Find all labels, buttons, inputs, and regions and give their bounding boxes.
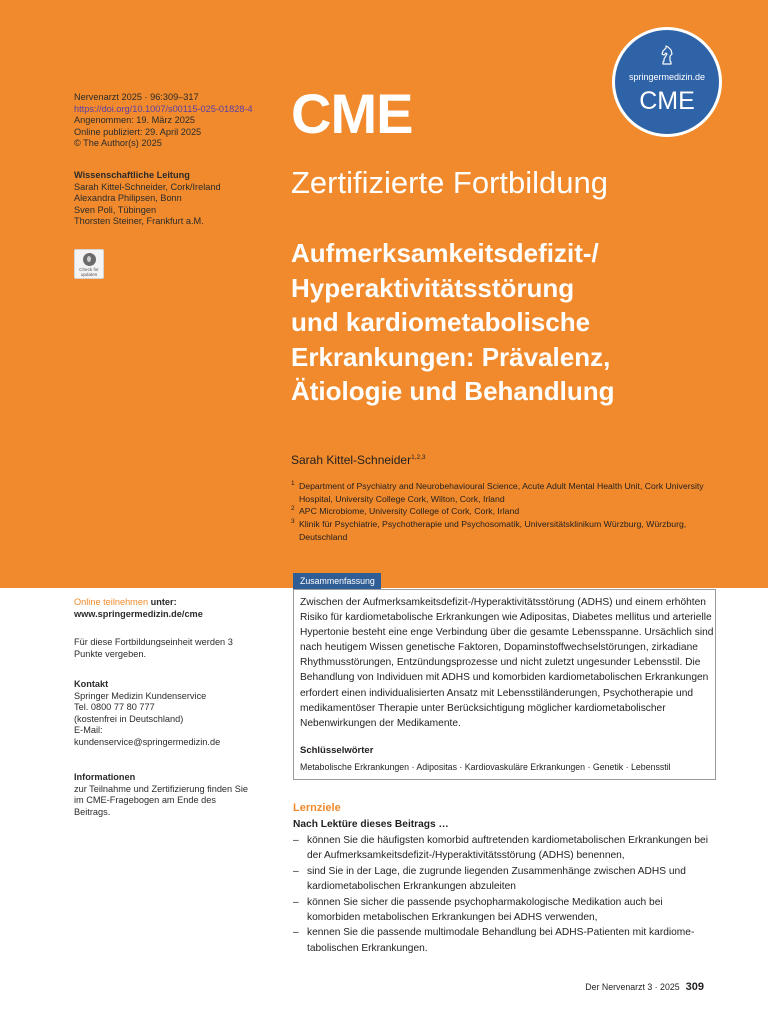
citation: Nervenarzt 2025 · 96:309–317 [74, 92, 199, 102]
affiliation [291, 518, 721, 543]
author-name: Sarah Kittel-Schneider [291, 453, 412, 467]
section-subtitle: Zertifizierte Fortbildung [291, 165, 609, 200]
scientific-lead [74, 170, 221, 228]
title-line: Hyperaktivitätsstörung [291, 272, 575, 303]
badge-site: springermedizin.de [628, 72, 706, 82]
affiliation [291, 505, 721, 518]
lead-name: Thorsten Steiner, Frankfurt a.M. [74, 216, 204, 227]
title-line: Ätiologie und Behandlung [291, 376, 615, 406]
doi-link[interactable]: https://doi.org/10.1007/s00115-025-01828-4 [74, 103, 253, 114]
learning-goals-list [293, 833, 718, 956]
affiliation-text: Klinik für Psychiatrie, Psychotherapie und Psychosomatik, Universitätsklinikum Würzburg, Würzburg, Deutschland [299, 519, 687, 542]
abstract-text: Zwischen der Aufmerksamkeitsdefizit-/Hyperaktivitätsstörung (ADHS) und einem erhöhten Risiko für kardiometabolische Erkrankungen wie Adipositas, Diabetes mellitus und arterielle Hypertonie besteht eine enge Verbindung über die gesamte Lebensspanne. Ursächlich sind nach heutigem Wissen genetische Faktoren, Dopaminstoffwechselstörungen, zirkadiane Rhythmusstörungen, Entzündungsprozesse und nicht zuletzt ungesunder Lebensstil. Die Behandlung von Individuen mit ADHS und komorbiden kardiometabolischen Erkrankungen erfordert einen individualisierten Ansatz mit Lebensstiländerungen, Psychotherapie und medikamentöser Therapie unter Berücksichtigung möglicher kardiometabolischer Nebenwirkungen der Medikamente. [300, 597, 714, 729]
affiliation-number: 2 [291, 505, 295, 512]
learning-goal-item: – sind Sie in der Lage, die zugrunde liegenden Zusammenhänge zwischen ADHS und kardiometabolischen Erkrankungen abzuleiten [293, 864, 718, 895]
lead-name: Sven Poli, Tübingen [74, 204, 157, 215]
contact-line: E-Mail: [74, 725, 103, 736]
learning-goal-item: – kennen Sie die passende multimodale Behandlung bei ADHS-Patienten mit kardiome-tabolischen Erkrankungen. [293, 925, 718, 956]
keywords-heading: Schlüsselwörter [300, 745, 374, 756]
copyright: © The Author(s) 2025 [74, 138, 162, 149]
learning-goals-heading: Lernziele [293, 802, 341, 814]
article-meta [74, 92, 253, 150]
check-updates-label: Check for updates [79, 267, 99, 277]
check-updates-icon [83, 253, 96, 266]
online-url[interactable]: www.springermedizin.de/cme [74, 608, 203, 619]
affiliation-text: APC Microbiome, University College of Cork, Cork, Irland [299, 506, 520, 516]
cme-title: CME [291, 82, 413, 145]
contact-heading: Kontakt [74, 679, 109, 689]
info-text: zur Teilnahme und Zertifizierung finden Sie im CME-Fragebogen am Ende des Beitrags. [74, 783, 248, 817]
online-participation-suffix: unter: [148, 597, 177, 607]
author-affiliation-refs: 1,2,3 [411, 454, 426, 461]
article-title [291, 236, 731, 409]
online-participation [74, 597, 203, 620]
summary-tab: Zusammenfassung [293, 573, 381, 589]
affiliation-number: 3 [291, 518, 295, 525]
learning-goals-intro: Nach Lektüre dieses Beitrags … [293, 819, 449, 830]
lead-name: Alexandra Philipsen, Bonn [74, 193, 182, 204]
page-footer [585, 981, 704, 993]
info-heading: Informationen [74, 772, 136, 782]
contact-line: (kostenfrei in Deutschland) [74, 713, 184, 724]
scientific-lead-heading: Wissenschaftliche Leitung [74, 170, 190, 180]
accepted-date: Angenommen: 19. März 2025 [74, 115, 196, 126]
author [291, 453, 426, 467]
published-date: Online publiziert: 29. April 2025 [74, 126, 202, 137]
keywords: Metabolische Erkrankungen · Adipositas · Kardiovaskuläre Erkrankungen · Genetik · Lebensstil [300, 762, 671, 772]
contact-line: Tel. 0800 77 80 777 [74, 702, 155, 713]
affiliation-text: Department of Psychiatry and Neurobehavioural Science, Acute Adult Mental Health Unit, Cork University Hospital, University College Cork, Wilton, Cork, Irland [299, 481, 704, 504]
contact-email[interactable]: kundenservice@springermedizin.de [74, 736, 221, 747]
contact-line: Springer Medizin Kundenservice [74, 690, 207, 701]
chess-knight-icon [659, 44, 675, 66]
title-line: und kardiometabolische [291, 307, 591, 337]
learning-goal-item: – können Sie sicher die passende psychopharmakologische Medikation auch bei komorbiden metabolischen Erkrankungen bei ADHS verwenden, [293, 895, 718, 926]
learning-goal-item: – können Sie die häufigsten komorbid auftretenden kardiometabolischen Erkrankungen bei der Aufmerksamkeitsdefizit-/Hyperaktivitätsstörung (ADHS) benennen, [293, 833, 718, 864]
online-participation-link[interactable]: Online teilnehmen [74, 597, 149, 607]
journal-issue: Der Nervenarzt 3 · 2025 [585, 982, 680, 992]
title-line: Erkrankungen: Prävalenz, [291, 341, 611, 372]
points-note: Für diese Fortbildungseinheit werden 3 Punkte vergeben. [74, 637, 233, 659]
affiliation-number: 1 [291, 480, 295, 487]
info-block [74, 772, 254, 818]
badge-cme: CME [639, 87, 695, 115]
contact-block [74, 679, 220, 749]
title-line: Aufmerksamkeitsdefizit-/ [291, 238, 599, 268]
page-number: 309 [685, 981, 704, 993]
affiliation [291, 480, 721, 505]
lead-name: Sarah Kittel-Schneider, Cork/Ireland [74, 181, 221, 192]
springermedizin-cme-badge[interactable] [612, 27, 722, 137]
check-for-updates-button[interactable] [74, 249, 104, 279]
